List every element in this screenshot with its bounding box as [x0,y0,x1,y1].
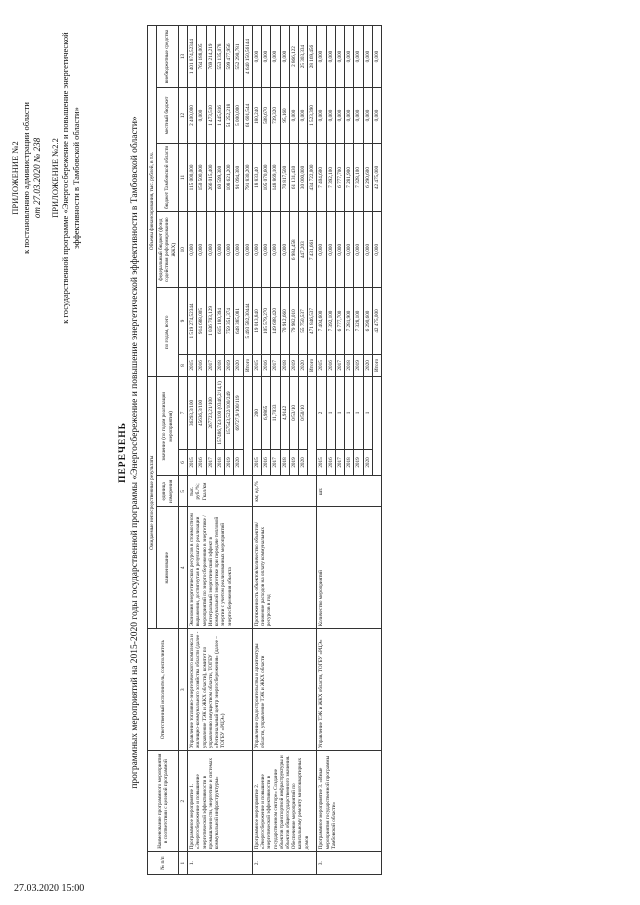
measure-number: 3. [317,852,382,875]
funding-extrabudget: 0,000 [363,26,372,88]
measures-body [188,26,382,875]
indicator-value: 157543,522/100/249 [225,377,234,449]
total-total: 471 846,537 [308,288,317,354]
table-row [188,26,197,875]
indicator-year: 2018 [215,449,224,476]
header-total: по годам, всего [157,288,179,377]
column-number: 4 [178,507,187,629]
funding-year: 2020 [298,354,307,377]
header-responsible: Ответственный исполнитель, соисполнитель [148,629,179,751]
funding-regional: 7 328,100 [354,143,363,211]
indicator-year: 2018 [345,449,354,476]
funding-local: 0,000 [298,88,307,144]
indicator-value: 69727,9/100/119 [234,377,243,449]
funding-year: 2018 [280,354,289,377]
funding-total: 6 777,700 [335,288,344,354]
funding-extrabudget: 764 188,005 [197,26,206,88]
funding-year: 2015 [317,354,326,377]
funding-extrabudget: 552 290,781 [234,26,243,88]
indicator-name: Экономия энергетических ресурсов в стоимостном выражении, достигнутая в результате реализации мероприятий по энергосбережению в энергетике /Интегральный энергетический эффект в коммунальной энергетике при передаче тепловой энергии с учетом реализованных мероприятий энергосбережения объекта [188,507,253,629]
funding-extrabudget: 0,000 [262,26,271,88]
header-funding-incl: в т.ч. [149,152,155,163]
indicator-name: Количество мероприятий [317,507,382,629]
funding-local: 1 445,816 [215,88,224,144]
empty-cell [243,377,252,476]
measure-name: Программное мероприятие 2. «Энергосбережение и повышение энергетической эффективности в государственном секторе» Создание объектов транспортной инфраструктуры и объектов общегосударственного значения. Обеспечение мероприятий по капитальному ремонту многоквартирных домов [252,751,317,852]
total-extra: 28 169,456 [308,26,317,88]
sub-appendix-line2: эффективности в Тамбовской области» [70,107,81,249]
indicator-value: 267723,21/100 [206,377,215,449]
column-number: 11 [178,143,187,211]
header-extrabudget: внебюджетные средства [157,26,179,88]
total-loc: 0,000 [372,88,381,144]
indicator-year: 2016 [197,449,206,476]
header-local: местный бюджет [157,88,179,144]
total-reg: 42 475,000 [372,143,381,211]
total-label: Итого [372,354,381,377]
funding-regional: 6 290,600 [363,143,372,211]
indicator-year: 2016 [326,449,335,476]
funding-regional: 115 000,000 [188,143,197,211]
funding-total: 914 688,005 [197,288,206,354]
funding-extrabudget: 2 866,122 [289,26,298,88]
column-number: 9 [178,288,187,354]
funding-total: 7 328,100 [354,288,363,354]
funding-federal: 0,000 [197,212,206,288]
funding-total: 79 982,010 [289,288,298,354]
column-number: 13 [178,26,187,88]
total-total: 42 475,000 [372,288,381,354]
column-number: 12 [178,88,187,144]
funding-federal: 0,000 [335,212,344,288]
measure-name: Программное мероприятие 1. «Энергосбережение и повышение энергетической эффективности в промышленности, энергетике и системах коммунальной инфраструктуры» [188,751,253,852]
funding-year: 2017 [335,354,344,377]
indicator-year: 2018 [280,449,289,476]
funding-extrabudget: 0,000 [252,26,261,88]
total-reg: 434 722,000 [308,143,317,211]
funding-year: 2015 [252,354,261,377]
total-label: Итого [243,354,252,377]
funding-local: 0,000 [317,88,326,144]
funding-total: 7 281,900 [345,288,354,354]
indicator-name: Протяженность объектов/количество объектов/снижение расходов на оплату коммунальных ресурсов в год [252,507,317,629]
funding-year: 2020 [363,354,372,377]
column-number: 7 [178,377,187,449]
funding-year: 2019 [225,354,234,377]
funding-year: 2017 [271,354,280,377]
funding-total: 648 385,081 [234,288,243,354]
column-number: 3 [178,629,187,751]
funding-year: 2016 [262,354,271,377]
document-title [118,0,142,905]
funding-local: 180,240 [252,88,261,144]
indicator-value: 45636,3/100 [197,377,206,449]
funding-federal: 0,000 [234,212,243,288]
funding-total: 615 180,394 [215,288,224,354]
footer-datetime: 27.03.2020 15:00 [14,883,85,894]
header-expected-results: Ожидаемые непосредственные результаты [148,377,157,629]
funding-local: 739,320 [271,88,280,144]
funding-local: 0,000 [326,88,335,144]
funding-regional: 60 599,300 [215,143,224,211]
indicator-value: 2 [317,377,326,449]
indicator-year: 2019 [289,449,298,476]
indicator-year: 2015 [317,449,326,476]
column-number: 10 [178,212,187,288]
funding-regional: 61 131,430 [289,143,298,211]
indicator-unit: км; ед./% [252,476,317,507]
funding-year: 2016 [197,354,206,377]
funding-federal: 0,000 [363,212,372,288]
funding-extrabudget: 599 477,956 [225,26,234,88]
funding-federal: 0,000 [326,212,335,288]
header-federal: федеральный бюджет (фонд содействия реформированию ЖКХ) [157,212,179,288]
funding-total: 70 912,660 [280,288,289,354]
total-fed: 0,000 [243,212,252,288]
funding-local: 508,670 [262,88,271,144]
funding-total: 1 036 703,129 [206,288,215,354]
indicator-year: 2019 [354,449,363,476]
indicator-year: 2020 [298,449,307,476]
funding-local: 0,000 [354,88,363,144]
appendix-title: ПРИЛОЖЕНИЕ №2 [10,141,20,215]
funding-local: 1 473,510 [206,88,215,144]
indicator-year: 2017 [271,449,280,476]
total-fed: 7 431,661 [308,212,317,288]
funding-federal: 0,000 [280,212,289,288]
column-number: 2 [178,751,187,852]
funding-local: 0,000 [345,88,354,144]
funding-extrabudget: 769 214,219 [206,26,215,88]
total-label: Итого [308,354,317,377]
funding-total: 55 750,537 [298,288,307,354]
indicator-year: 2020 [363,449,372,476]
indicator-value: 1 [354,377,363,449]
funding-year: 2016 [326,354,335,377]
indicator-value: 200 [252,377,261,449]
indicator-year: 2015 [252,449,261,476]
header-unit: единица измерения [157,476,179,507]
funding-regional: 7 392,100 [326,143,335,211]
funding-local: 5 000,000 [234,88,243,144]
column-number: 6 [178,449,187,476]
header-funding-label: Объемы финансирования, тыс. рублей, [149,164,155,251]
funding-regional: 148 869,100 [271,143,280,211]
funding-extrabudget: 0,000 [326,26,335,88]
funding-total: 7 392,100 [326,288,335,354]
funding-federal: 6 984,458 [289,212,298,288]
indicator-year: 2019 [225,449,234,476]
funding-federal: 0,000 [225,212,234,288]
header-value: значение (по годам реализации мероприятия) [157,377,179,476]
funding-total: 6 290,600 [363,288,372,354]
funding-total: 105 579,270 [262,288,271,354]
indicator-year: 2017 [335,449,344,476]
header-indicator-name: наименование [157,507,179,629]
funding-year: 2018 [345,354,354,377]
funding-regional: 18 833,40 [252,143,261,211]
sub-appendix-title: ПРИЛОЖЕНИЕ №2.2 [49,138,60,218]
funding-year: 2019 [289,354,298,377]
funding-regional: 7 404,600 [317,143,326,211]
funding-federal: 0,000 [188,212,197,288]
document-title-line: программных мероприятий на 2015-2020 годы государственной программы «Энергосбережение и повышение энергетической эффективности в Тамбовской области» [129,116,140,789]
funding-regional: 6 777,700 [335,143,344,211]
appendix-date-number: от 27.03.2020 № 238 [32,137,43,219]
funding-extrabudget: 1 401 874,52344 [188,26,197,88]
total-loc: 61 601,544 [243,88,252,144]
funding-total: 149 608,420 [271,288,280,354]
funding-federal: 0,000 [354,212,363,288]
appendix-line1: к постановлению администрации области [20,102,31,254]
appendix-line2 [32,28,43,328]
measure-responsible: Управление градостроительства и архитектуры области, управление ТЭК и ЖКХ области [252,629,317,751]
funding-federal: 447,203 [298,212,307,288]
funding-regional: 108 621,200 [225,143,234,211]
column-number: 5 [178,476,187,507]
column-number: 8 [178,354,187,377]
total-extra: 4 640 150,56144 [243,26,252,88]
funding-total: 1 519 274,52344 [188,288,197,354]
funding-local: 0,000 [363,88,372,144]
funding-local: 2 400,000 [188,88,197,144]
document-title-main: ПЕРЕЧЕНЬ [118,422,128,483]
funding-extrabudget: 0,000 [335,26,344,88]
funding-local: 0,000 [335,88,344,144]
funding-year: 2019 [354,354,363,377]
header-funding [148,26,157,377]
funding-regional: 91 094,300 [234,143,243,211]
funding-federal: 0,000 [345,212,354,288]
indicator-value: 1 [345,377,354,449]
funding-year: 2015 [188,354,197,377]
funding-extrabudget: 0,000 [271,26,280,88]
indicator-year: 2015 [188,449,197,476]
header-num: № п/п [148,852,179,875]
indicator-year: 2017 [206,449,215,476]
indicator-unit: шт. [317,476,382,507]
indicator-year: 2016 [262,449,271,476]
funding-extrabudget: 0,000 [317,26,326,88]
funding-local: 51 252,218 [225,88,234,144]
funding-federal: 0,000 [262,212,271,288]
table-row [317,26,326,875]
funding-extrabudget: 0,000 [354,26,363,88]
indicator-value: 36293,3/100 [188,377,197,449]
measure-number: 1. [188,852,253,875]
empty-cell [372,377,381,476]
sub-appendix-line1: к государственной программе «Энергосбережение и повышение энергетической [60,32,71,324]
funding-extrabudget: 25 303,334 [298,26,307,88]
total-reg: 791 830,200 [243,143,252,211]
table-row [252,26,261,875]
measure-number: 2. [252,852,317,875]
funding-extrabudget: 553 135,078 [215,26,224,88]
indicator-value: 0/53/10 [289,377,298,449]
funding-regional: 266 015,400 [206,143,215,211]
indicator-value: 157486,743/100 (0346,2/14,1) [215,377,224,449]
funding-year: 2017 [206,354,215,377]
header-regional: бюджет Тамбовской области [157,143,179,211]
funding-local: 0,000 [197,88,206,144]
funding-regional: 7 281,900 [345,143,354,211]
funding-year: 2018 [215,354,224,377]
total-total: 5 493 582,30444 [243,288,252,354]
appendix-header [10,28,81,328]
funding-federal: 0,000 [317,212,326,288]
header-measure-name: Наименование программного мероприятия в соответствии с целевой программой [148,751,179,852]
total-fed: 0,000 [372,212,381,288]
indicator-value: 1 [335,377,344,449]
indicator-value: 1 [363,377,372,449]
funding-regional: 30 000,000 [298,143,307,211]
total-extra: 0,000 [372,26,381,88]
funding-extrabudget: 0,000 [345,26,354,88]
measure-name: Программное мероприятие 3. «Иные мероприятия государственной программы Тамбовской области» [317,751,382,852]
empty-cell [308,377,317,476]
indicator-value: 1 [326,377,335,449]
funding-regional: 105 070,600 [262,143,271,211]
column-numbers-row [178,26,187,875]
funding-regional: 150 500,000 [197,143,206,211]
total-loc: 1 523,390 [308,88,317,144]
measure-responsible: Управление топливно-энергетического комплекса и жилищно-коммунального хозяйства области (далее - управление ТЭК и ЖКХ области), комитет по управлению имуществом области, ТОГБУ «Региональный центр энергосбережения» (далее – ТОГБУ «РЦЭ») [188,629,253,751]
funding-federal: 0,000 [271,212,280,288]
indicator-value: 4,9142 [280,377,289,449]
indicator-value: 0/50/10 [298,377,307,449]
funding-total: 759 351,374 [225,288,234,354]
measure-responsible: Управление ТЭК и ЖКХ области, ТОГБУ «РЦЭ» [317,629,382,751]
indicator-value: 6,9865 [262,377,271,449]
indicator-value: 11,7033 [271,377,280,449]
funding-extrabudget: 0,000 [280,26,289,88]
funding-federal: 0,000 [206,212,215,288]
funding-local: 0,000 [289,88,298,144]
funding-total: 7 404,600 [317,288,326,354]
funding-federal: 0,000 [252,212,261,288]
funding-regional: 70 817,500 [280,143,289,211]
indicator-year: 2020 [234,449,243,476]
column-number: 1 [178,852,187,875]
measures-table [147,25,382,875]
indicator-unit: тыс. руб./%; Гкал/км [188,476,253,507]
funding-local: 95,160 [280,88,289,144]
funding-total: 19 013,840 [252,288,261,354]
funding-year: 2020 [234,354,243,377]
funding-federal: 0,000 [215,212,224,288]
